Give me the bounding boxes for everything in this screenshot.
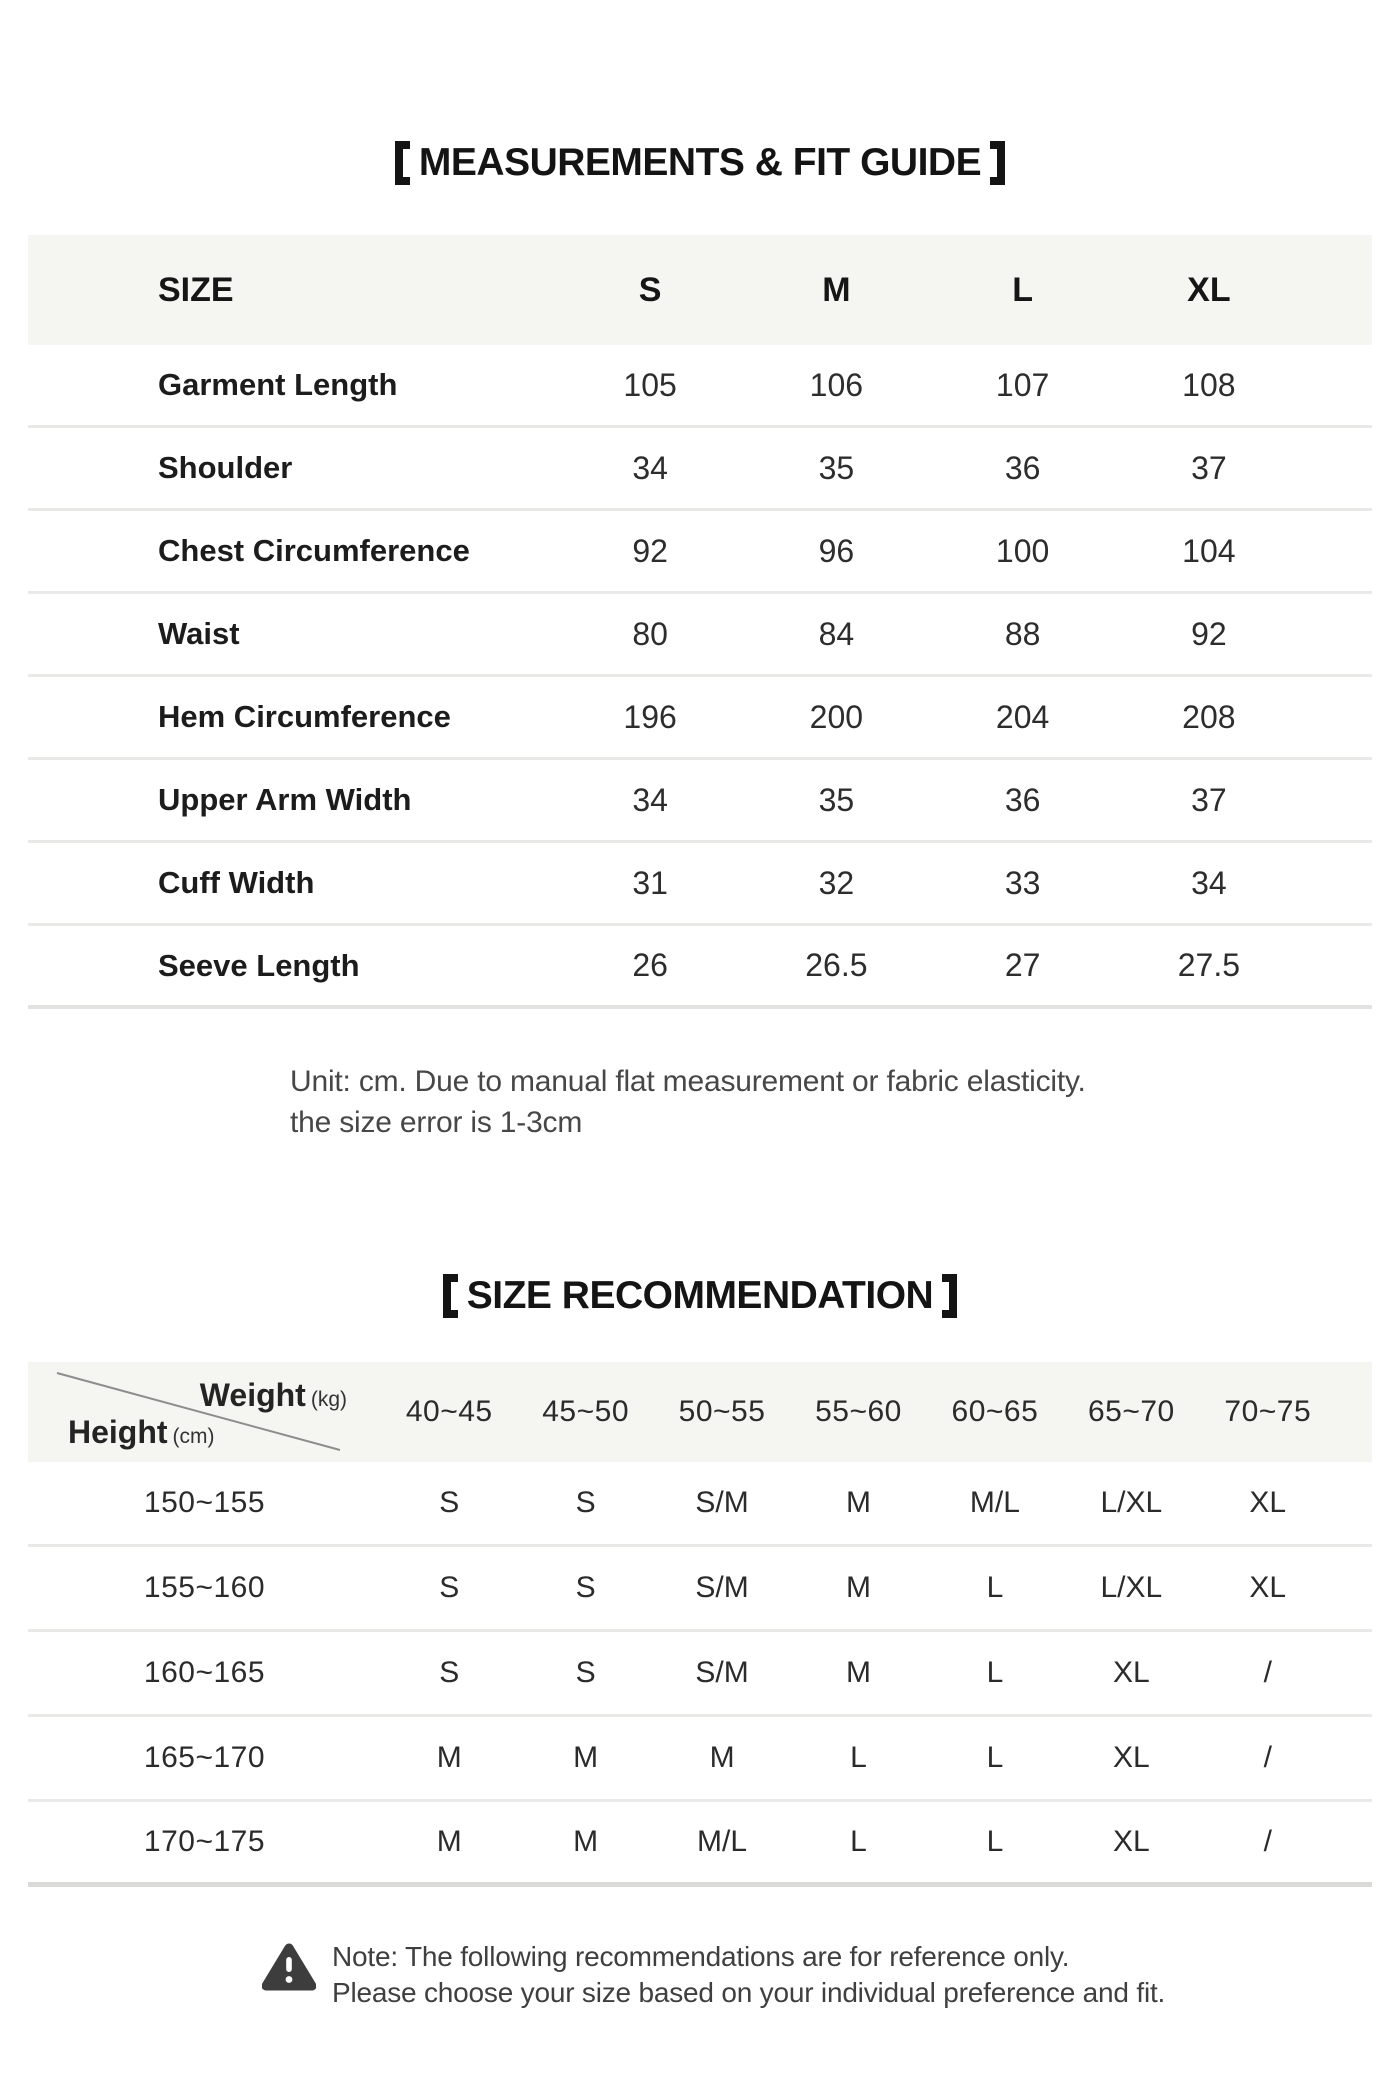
- recommended-size: S/M: [695, 1486, 749, 1519]
- recommendation-row: [28, 1802, 1372, 1887]
- size-column-header-l: L: [1012, 270, 1034, 309]
- measurement-value: 100: [995, 532, 1050, 569]
- measurements-table-body: [28, 345, 1372, 1009]
- recommended-size: L: [986, 1571, 1004, 1604]
- measurements-table: [28, 235, 1372, 1009]
- measurement-value: 196: [623, 698, 677, 735]
- recommended-size: S/M: [695, 1656, 749, 1689]
- weight-range-header: 55~60: [815, 1395, 902, 1428]
- measurement-value: 37: [1191, 781, 1227, 818]
- measurement-row: [28, 428, 1372, 511]
- recommendation-table: [28, 1362, 1372, 1887]
- measurement-value: 34: [632, 781, 668, 818]
- measurement-value: 108: [1182, 366, 1236, 403]
- recommended-size: S/M: [695, 1571, 749, 1604]
- recommended-size: M/L: [969, 1486, 1020, 1519]
- reference-note-line1: Note: The following recommendations are for reference only.: [332, 1941, 1070, 1972]
- lenticular-bracket-left-icon: [443, 1274, 458, 1318]
- reference-note: [262, 1939, 1165, 2011]
- warning-triangle-icon: [262, 1942, 316, 1997]
- measurement-value: 104: [1182, 532, 1236, 569]
- height-range-label: 155~160: [143, 1571, 266, 1604]
- size-column-header-s: S: [638, 270, 662, 309]
- size-column-header-m: M: [822, 270, 851, 309]
- measurement-value: 34: [1191, 864, 1227, 901]
- size-column-header: SIZE: [158, 270, 234, 309]
- recommended-size: M/L: [697, 1825, 748, 1858]
- measurement-value: 35: [818, 781, 855, 818]
- size-column-header-xl: XL: [1187, 270, 1231, 309]
- recommendation-row: [28, 1632, 1372, 1717]
- measurement-value: 32: [818, 864, 855, 901]
- reference-note-line2: Please choose your size based on your individual preference and fit.: [332, 1977, 1166, 2008]
- measurement-value: 105: [623, 366, 677, 403]
- weight-range-header: 50~55: [678, 1395, 766, 1428]
- measurement-value: 27: [1004, 947, 1041, 983]
- recommended-size: S: [439, 1656, 460, 1689]
- weight-range-header: 60~65: [951, 1395, 1039, 1428]
- recommended-size: L: [986, 1741, 1004, 1774]
- measurement-value: 26.5: [805, 947, 868, 983]
- measurement-value: 96: [818, 532, 855, 569]
- recommended-size: L/XL: [1100, 1571, 1163, 1604]
- recommended-size: M: [845, 1656, 871, 1689]
- measurement-row: [28, 594, 1372, 677]
- recommended-size: XL: [1113, 1741, 1150, 1774]
- recommendation-row: [28, 1547, 1372, 1632]
- measurements-title: [0, 141, 1400, 185]
- height-range-label: 150~155: [143, 1486, 266, 1519]
- lenticular-bracket-right-icon: [990, 141, 1005, 185]
- recommended-size: M: [845, 1486, 871, 1519]
- recommended-size: S: [439, 1486, 460, 1519]
- measurement-value: 84: [818, 615, 855, 652]
- recommended-size: M: [573, 1825, 599, 1858]
- measurement-value: 106: [809, 366, 864, 403]
- recommendation-table-header-row: [28, 1362, 1372, 1462]
- recommended-size: M: [573, 1741, 599, 1774]
- measurement-row-label: Garment Length: [158, 367, 398, 402]
- measurement-value: 31: [632, 864, 668, 901]
- measurement-value: 204: [995, 698, 1050, 735]
- measurement-row-label: Shoulder: [158, 450, 293, 485]
- recommendation-title-text: SIZE RECOMMENDATION: [466, 1274, 934, 1317]
- recommended-size: L: [986, 1825, 1004, 1858]
- recommended-size: L: [850, 1825, 867, 1858]
- weight-range-header: 65~70: [1087, 1395, 1175, 1428]
- measurement-value: 33: [1004, 864, 1041, 901]
- unit-note: [290, 1061, 1086, 1143]
- height-range-label: 165~170: [143, 1741, 266, 1774]
- measurement-row: [28, 677, 1372, 760]
- measurement-value: 208: [1182, 698, 1236, 735]
- recommended-size: L: [986, 1656, 1004, 1689]
- measurement-row-label: Seeve Length: [158, 947, 360, 983]
- measurements-title-text: MEASUREMENTS & FIT GUIDE: [418, 141, 982, 184]
- recommended-size: L/XL: [1100, 1486, 1163, 1519]
- recommendation-row: [28, 1462, 1372, 1547]
- measurement-value: 88: [1004, 615, 1041, 652]
- weight-header-label: [200, 1377, 347, 1414]
- measurement-value: 200: [809, 698, 864, 735]
- measurement-value: 107: [995, 366, 1050, 403]
- measurement-row: [28, 760, 1372, 843]
- weight-range-header: 45~50: [542, 1395, 630, 1428]
- unit-note-line1: Unit: cm. Due to manual flat measurement or fabric elasticity.: [290, 1065, 1086, 1098]
- recommended-size: XL: [1113, 1656, 1150, 1689]
- measurement-value: 34: [632, 449, 668, 486]
- unit-note-line2: the size error is 1-3cm: [290, 1106, 583, 1139]
- measurement-row: [28, 345, 1372, 428]
- recommended-size: S: [575, 1571, 596, 1604]
- measurement-row: [28, 843, 1372, 926]
- weight-range-header: 40~45: [405, 1395, 493, 1428]
- recommended-size: /: [1263, 1741, 1272, 1774]
- measurement-row: [28, 926, 1372, 1009]
- recommended-size: M: [845, 1571, 871, 1604]
- recommended-size: /: [1263, 1656, 1272, 1689]
- recommended-size: L: [850, 1741, 867, 1774]
- measurement-value: 92: [632, 532, 668, 569]
- recommended-size: M: [436, 1825, 462, 1858]
- recommended-size: S: [439, 1571, 460, 1604]
- measurement-value: 26: [632, 947, 668, 983]
- recommended-size: M: [709, 1741, 735, 1774]
- height-header-label: [68, 1414, 215, 1451]
- measurement-row-label: Cuff Width: [158, 865, 315, 900]
- height-range-label: 160~165: [143, 1656, 266, 1689]
- recommended-size: XL: [1249, 1571, 1287, 1604]
- height-label-text: Height: [68, 1414, 168, 1450]
- weight-unit-text: (kg): [310, 1388, 347, 1411]
- measurement-value: 36: [1004, 449, 1041, 486]
- measurement-row-label: Hem Circumference: [158, 699, 451, 734]
- height-unit-text: (cm): [172, 1425, 215, 1448]
- measurement-value: 80: [632, 615, 668, 652]
- measurement-row: [28, 511, 1372, 594]
- recommendation-row: [28, 1717, 1372, 1802]
- measurement-row-label: Waist: [158, 616, 240, 651]
- measurement-value: 36: [1004, 781, 1041, 818]
- measurements-table-header-row: [28, 235, 1372, 345]
- height-range-label: 170~175: [143, 1825, 266, 1858]
- measurement-value: 35: [818, 449, 855, 486]
- lenticular-bracket-left-icon: [395, 141, 410, 185]
- measurement-row-label: Upper Arm Width: [158, 782, 412, 817]
- weight-range-header: 70~75: [1224, 1395, 1312, 1428]
- recommended-size: M: [436, 1741, 462, 1774]
- measurement-value: 27.5: [1177, 947, 1241, 983]
- measurement-row-label: Chest Circumference: [158, 533, 470, 568]
- lenticular-bracket-right-icon: [942, 1274, 957, 1318]
- recommended-size: /: [1263, 1825, 1272, 1858]
- recommended-size: XL: [1113, 1825, 1150, 1858]
- weight-label-text: Weight: [199, 1377, 306, 1413]
- measurement-value: 37: [1191, 449, 1227, 486]
- reference-note-text: [332, 1939, 1165, 2011]
- recommended-size: S: [575, 1486, 596, 1519]
- recommendation-title: [0, 1274, 1400, 1318]
- recommendation-table-body: [28, 1462, 1372, 1887]
- recommended-size: S: [575, 1656, 596, 1689]
- weight-height-diagonal-header: [28, 1362, 381, 1462]
- recommended-size: XL: [1249, 1486, 1287, 1519]
- measurement-value: 92: [1191, 615, 1227, 652]
